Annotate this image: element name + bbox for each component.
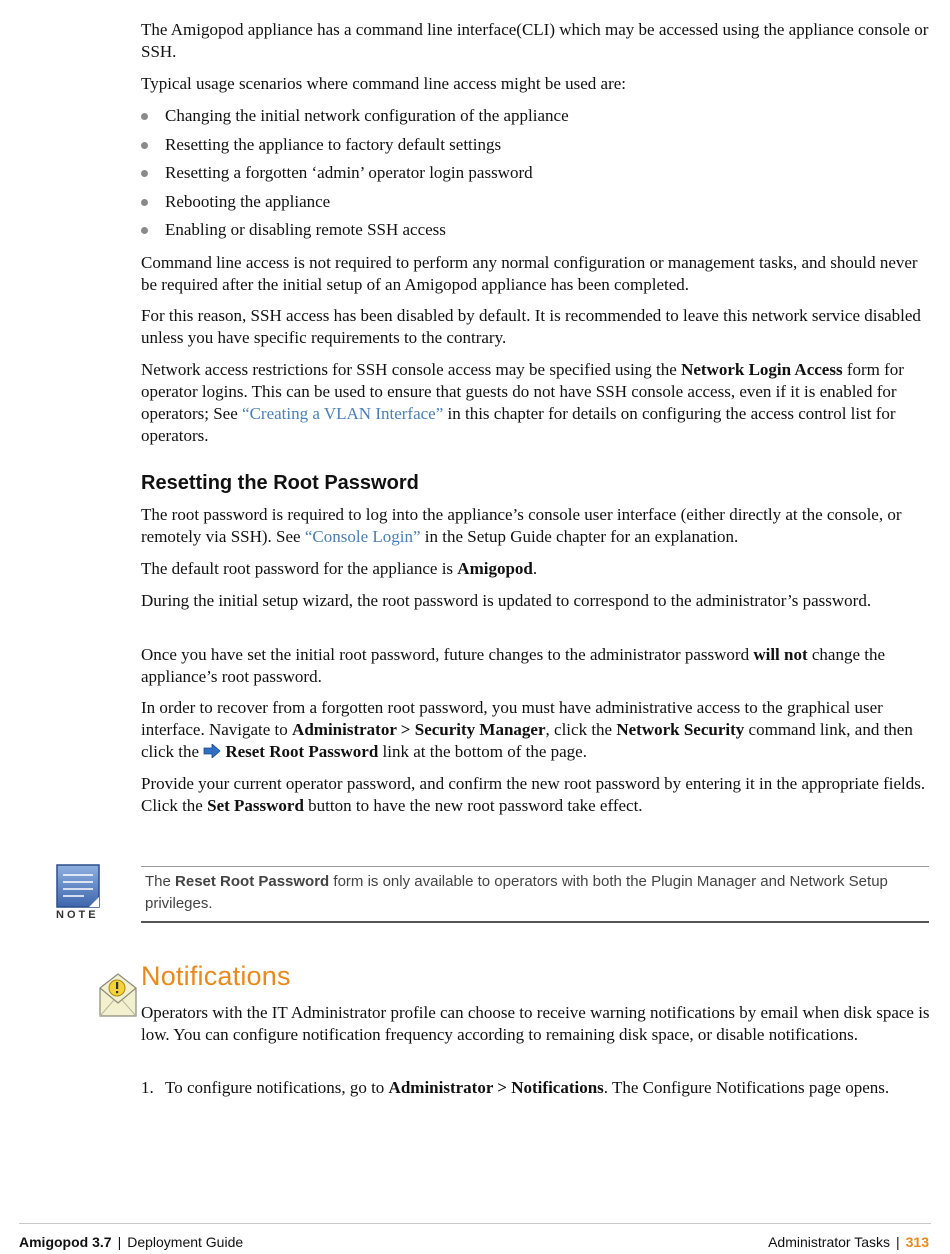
intro-p3-text: Command line access is not required to perform any normal configuration or management tasks, and should never be required after the initial setup of an Amigopod appliance has been completed. — [141, 253, 918, 294]
note-text — [145, 871, 925, 915]
paragraph-recover-password — [141, 697, 931, 763]
bullet-dot — [141, 199, 148, 206]
root-p6-text-a: Provide your current operator password, and confirm the new root password by entering it in the appropriate fields. Click the — [141, 774, 926, 815]
footer-chapter: Administrator Tasks — [768, 1234, 890, 1250]
root-p3-text: During the initial setup wizard, the root password is updated to correspond to the administrator’s password. — [141, 591, 872, 610]
step-text-c: . The Configure Notifications page opens. — [603, 1078, 890, 1097]
intro-p2-text: Typical usage scenarios where command line access might be used are: — [141, 74, 627, 93]
notifications-path-bold: Administrator > Notifications — [388, 1078, 604, 1097]
section-heading-notifications: Notifications — [141, 961, 291, 991]
step-text-a: To configure notifications, go to — [165, 1078, 389, 1097]
root-p4-text-c: change the appliance’s root password. — [141, 645, 886, 686]
network-security-bold: Network Security — [616, 720, 745, 739]
footer-product: Amigopod 3.7 — [19, 1234, 112, 1250]
footer-rule — [19, 1223, 931, 1224]
step-number: 1. — [141, 1078, 154, 1097]
security-manager-path-bold: Administrator > Security Manager — [292, 720, 546, 739]
bullet-dot — [141, 227, 148, 234]
note-reset-root-bold: Reset Root Password — [175, 873, 330, 890]
root-p5-text-a: In order to recover from a forgotten root password, you must have administrative access to the graphical user interface. Navigate to — [141, 698, 883, 739]
intro-p5-text-d: in this chapter for details on configuring the access control list for operators. — [141, 404, 896, 445]
paragraph-network-access — [141, 359, 931, 447]
root-p6-text-c: button to have the new root password take effect. — [303, 796, 643, 815]
paragraph-setup-wizard — [141, 590, 931, 612]
note-text-a: The — [145, 873, 176, 890]
paragraph-provide-password — [141, 773, 931, 817]
creating-vlan-interface-link[interactable]: “Creating a VLAN Interface” — [242, 404, 444, 423]
note-text-c: form is only available to operators with both the Plugin Manager and Network Setup privileges. — [145, 873, 888, 912]
footer-separator: | — [896, 1234, 900, 1250]
will-not-bold: will not — [753, 645, 808, 664]
default-password-bold: Amigopod — [457, 559, 533, 578]
intro-paragraph-cli — [141, 19, 931, 63]
root-p5-text-e: command link, and then click the — [141, 720, 913, 761]
root-p2-text-a: The default root password for the appliance is — [141, 559, 458, 578]
bullet-text: Changing the initial network configuration of the appliance — [165, 106, 569, 125]
set-password-bold: Set Password — [207, 796, 304, 815]
paragraph-root-required — [141, 504, 931, 548]
bullet-text: Resetting the appliance to factory default settings — [165, 135, 502, 154]
section-heading-reset-root: Resetting the Root Password — [141, 472, 419, 494]
footer-right — [768, 1234, 929, 1250]
root-p1-text-a: The root password is required to log into the appliance’s console user interface (either directly at the console, or remotely via SSH). See — [141, 505, 902, 546]
footer-separator: | — [117, 1234, 122, 1250]
note-document-icon — [56, 864, 100, 908]
paragraph-default-password — [141, 558, 931, 580]
network-login-access-bold: Network Login Access — [681, 360, 843, 379]
notifications-p1-text: Operators with the IT Administrator profile can choose to receive warning notifications by email when disk space is low. You can configure notification frequency according to remaining disk space, or disable notifications. — [141, 1003, 930, 1044]
note-box — [141, 866, 929, 923]
footer-left — [19, 1234, 243, 1250]
reset-root-password-link-bold: Reset Root Password — [225, 742, 379, 761]
root-p4-text-a: Once you have set the initial root password, future changes to the administrator password — [141, 645, 754, 664]
bullet-text: Rebooting the appliance — [165, 192, 331, 211]
bullet-dot — [141, 113, 148, 120]
root-p1-text-b: in the Setup Guide chapter for an explanation. — [420, 527, 739, 546]
bullet-text: Resetting a forgotten ‘admin’ operator login password — [165, 163, 533, 182]
intro-p5-text-c: form for operator logins. This can be used to ensure that guests do not have SSH console access, even if it is enabled for operators; See — [141, 360, 904, 423]
paragraph-cli-not-required — [141, 252, 931, 296]
intro-paragraph-usage — [141, 73, 931, 95]
root-p5-text-c: , click the — [545, 720, 617, 739]
page-number: 313 — [905, 1234, 929, 1250]
root-p5-text-g: link at the bottom of the page. — [378, 742, 587, 761]
paragraph-ssh-disabled — [141, 305, 931, 349]
paragraph-future-changes — [141, 644, 931, 688]
footer-doc-title: Deployment Guide — [127, 1234, 244, 1250]
console-login-link[interactable]: “Console Login” — [304, 527, 421, 546]
bullet-dot — [141, 142, 148, 149]
intro-p4-text: For this reason, SSH access has been disabled by default. It is recommended to leave this network service disabled unless you have specific requirements to the contrary. — [141, 306, 921, 347]
paragraph-notifications-intro — [141, 1002, 931, 1046]
note-label: NOTE — [56, 909, 99, 921]
root-p2-text-c: . — [532, 559, 538, 578]
intro-p5-text-a: Network access restrictions for SSH console access may be specified using the — [141, 360, 682, 379]
bullet-text: Enabling or disabling remote SSH access — [165, 220, 446, 239]
step-text — [165, 1077, 931, 1099]
bullet-dot — [141, 170, 148, 177]
blue-arrow-icon — [203, 744, 221, 758]
intro-p1-text: The Amigopod appliance has a command line interface(CLI) which may be accessed using the appliance console or SSH. — [141, 20, 929, 61]
envelope-warning-icon — [97, 970, 139, 1018]
